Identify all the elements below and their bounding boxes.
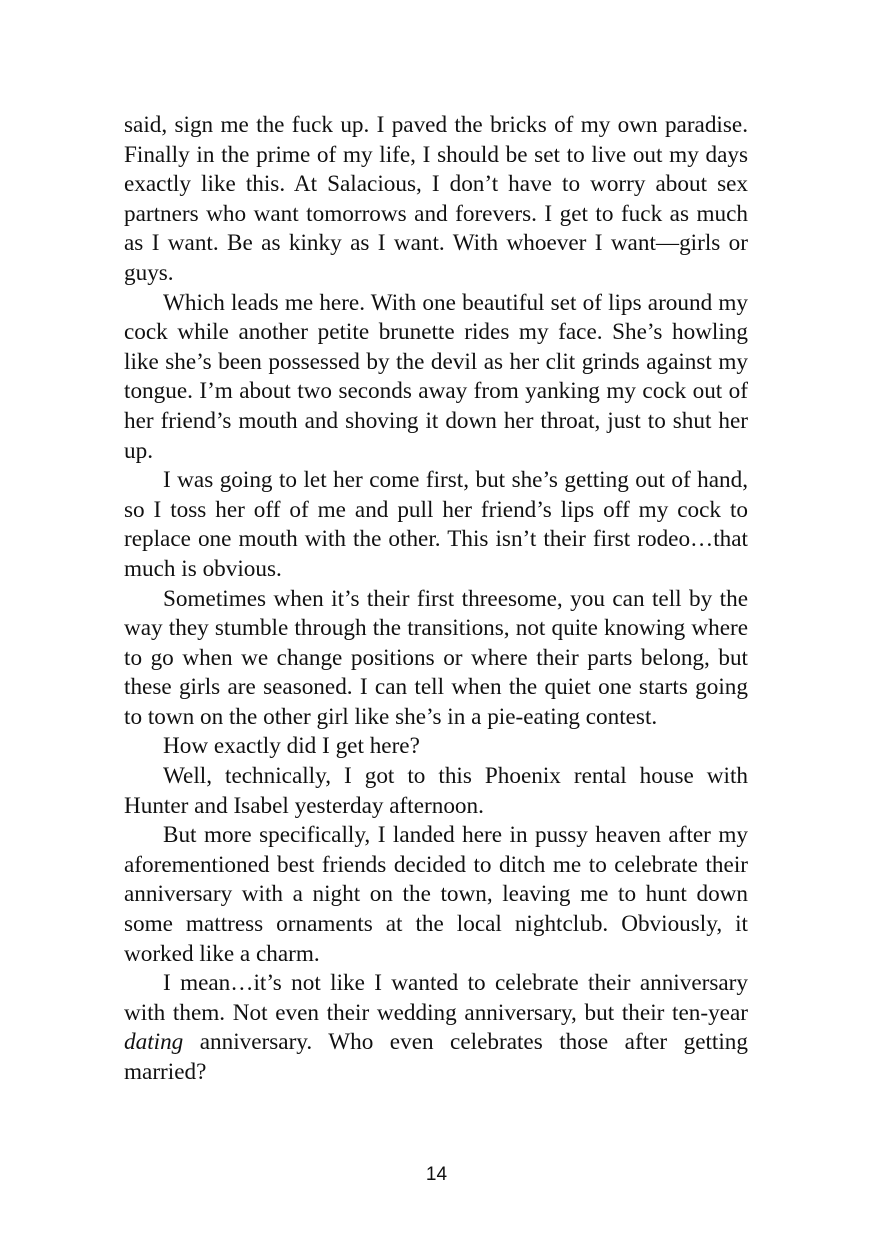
paragraph-text: How exactly did I get here? [163, 733, 420, 760]
paragraph [124, 111, 748, 289]
paragraph-text: Which leads me here. With one beautiful set of lips around my cock while another petite brunette rides my face. She’s howling like she’s been possessed by the devil as her clit grinds against my tongue. I’m about two seconds away from yanking my cock out of her friend’s mouth and shoving it down her throat, just to shut her up. [124, 289, 748, 464]
italic-emphasis: dating [124, 1029, 184, 1056]
paragraph [124, 289, 748, 467]
paragraph-text: Sometimes when it’s their first threesome, you can tell by the way they stumble through the transitions, not quite knowing where to go when we change positions or where their parts belong, but these girls are seasoned. I can tell when the quiet one starts going to town on the other girl like she’s in a pie-eating contest. [124, 585, 748, 730]
book-page-body [124, 111, 748, 1088]
paragraph [124, 732, 748, 762]
paragraph [124, 969, 748, 1087]
paragraph [124, 762, 748, 821]
paragraph-text: But more specifically, I landed here in pussy heaven after my aforementioned best friends decided to ditch me to celebrate their anniversary with a night on the town, leaving me to hunt down some mattress ornaments at the local nightclub. Obviously, it worked like a charm. [124, 822, 748, 967]
paragraph [124, 821, 748, 969]
paragraph [124, 585, 748, 733]
paragraph-text: I mean…it’s not like I wanted to celebrate their anniversary with them. Not even their wedding anniversary, but their ten-year [124, 970, 748, 1026]
paragraph [124, 466, 748, 584]
paragraph-text: I was going to let her come first, but she’s getting out of hand, so I toss her off of me and pull her friend’s lips off my cock to replace one mouth with the other. This isn’t their first rodeo…that much is obvious. [124, 467, 748, 582]
paragraph-text: anniversary. Who even celebrates those after getting married? [124, 1029, 748, 1085]
page-number: 14 [425, 1164, 448, 1185]
paragraph-text: said, sign me the fuck up. I paved the bricks of my own paradise. Finally in the prime of my life, I should be set to live out my days exactly like this. At Salacious, I don’t have to worry about sex partners who want tomorrows and forevers. I get to fuck as much as I want. Be as kinky as I want. With whoever I want—girls or guys. [124, 112, 748, 286]
paragraph-text: Well, technically, I got to this Phoenix rental house with Hunter and Isabel yesterday afternoon. [124, 763, 748, 819]
